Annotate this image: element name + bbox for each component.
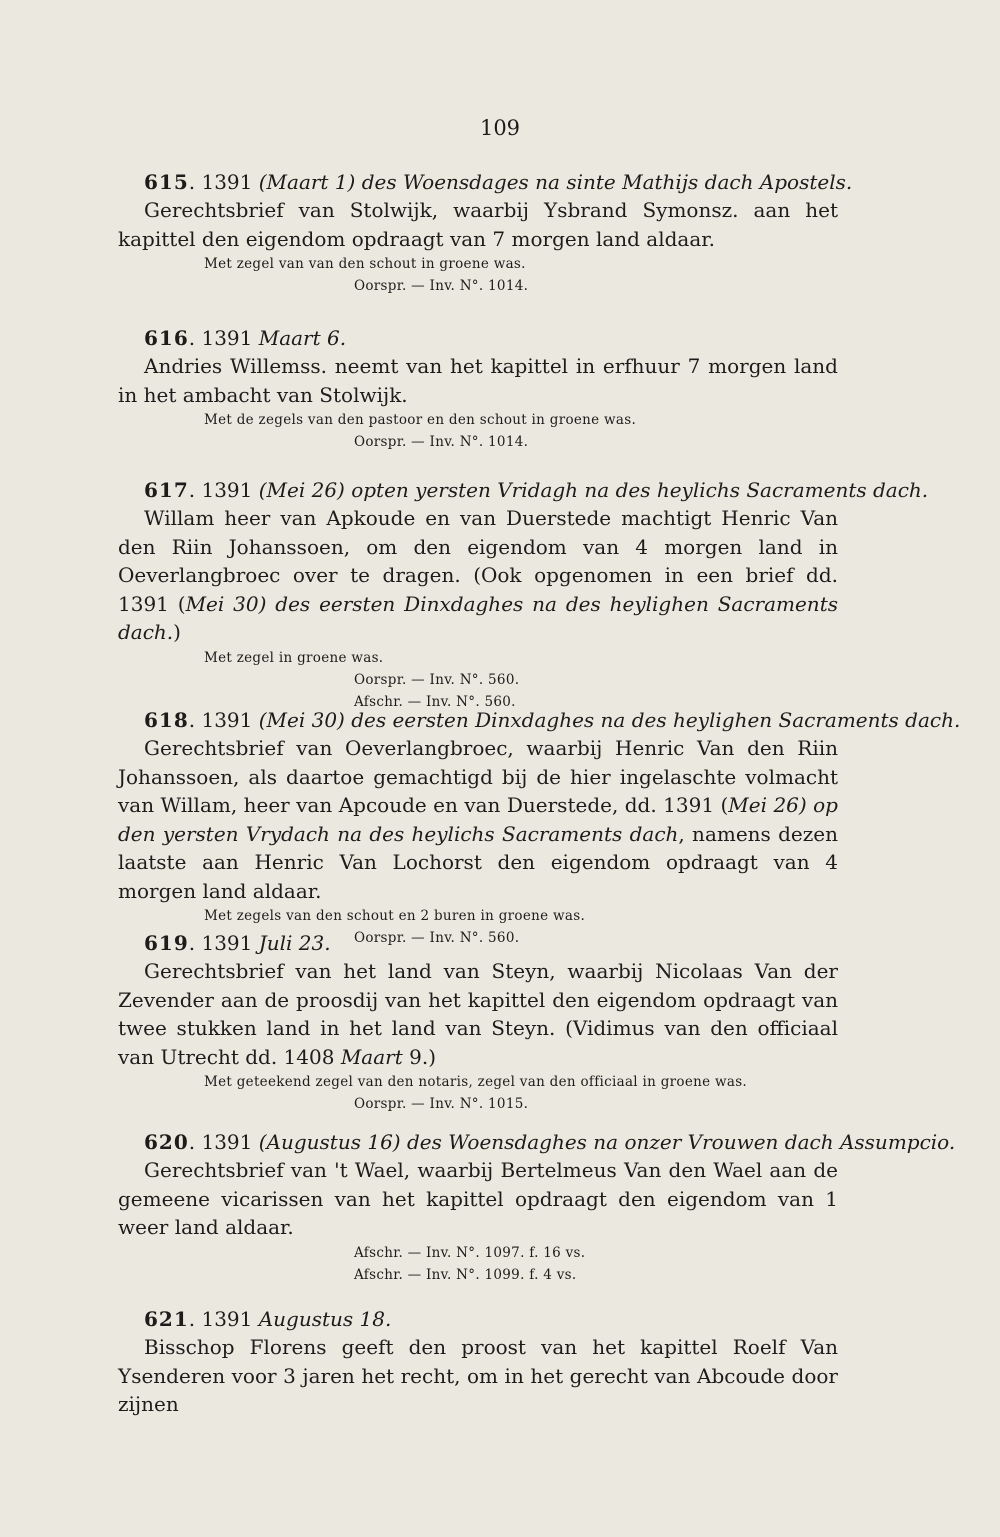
entry-date: (Mei 30) des eersten Dinxdaghes na des heylighen Sacraments dach. — [258, 708, 961, 732]
body-date: Mei 26) op den yersten Vrydach na des heylichs Sacraments dach — [118, 793, 838, 846]
entry-619 — [118, 929, 838, 1115]
source-ref: Afschr. — Inv. N°. 560. — [354, 693, 516, 710]
entry-year: 1391 — [201, 1130, 253, 1154]
entry-year: 1391 — [201, 708, 253, 732]
body-text: Gerechtsbrief van Oeverlangbroec, waarbij Henric Van den Riin Johanssoen, als daartoe gemachtigd bij de hier ingelaschte volmacht van Willam, heer van Apcoude en van Duerstede, dd. 1391 ( — [118, 736, 838, 817]
entry-date: Juli 23. — [258, 931, 331, 955]
body-text: Willam heer van Apkoude en van Duerstede machtigt Henric Van den Riin Johanssoen, om den eigendom van 4 morgen land in Oeverlangbroec over te dragen. (Ook opgenomen in een brief dd. 1391 ( — [118, 506, 838, 616]
entry-heading: 615. 1391 (Maart 1) des Woensdages na sinte Mathijs dach Apostels. — [144, 170, 853, 194]
entry-number: 618 — [144, 708, 189, 732]
body-text: 9.) — [402, 1044, 436, 1069]
page-number: 109 — [479, 116, 521, 140]
seal-note: Met zegels van den schout en 2 buren in groene was. — [204, 908, 586, 924]
body-text: Gerechtsbrief van het land van Steyn, waarbij Nicolaas Van der Zevender aan de proosdij van het kapittel den eigendom opdraagt van twee stukken land in het land van Steyn. (Vidimus van den officiaal van Utrecht dd. 1408 — [118, 959, 838, 1069]
entry-number: 621 — [144, 1307, 189, 1331]
entry-body: Gerechtsbrief van 't Wael, waarbij Bertelmeus Van den Wael aan de gemeene vicarissen van het kapittel opdraagt den eigendom van 1 weer land aldaar. — [118, 1158, 838, 1239]
entry-body — [118, 957, 838, 1071]
entry-615 — [118, 168, 853, 297]
entry-heading: 619. 1391 Juli 23. — [144, 931, 331, 955]
entry-heading: 620. 1391 (Augustus 16) des Woensdaghes na onzer Vrouwen dach Assumpcio. — [144, 1130, 956, 1154]
entry-date: Augustus 18. — [258, 1307, 392, 1331]
entry-621 — [118, 1305, 838, 1419]
entry-617 — [118, 476, 929, 713]
entry-year: 1391 — [201, 1307, 253, 1331]
entry-616 — [118, 324, 838, 453]
entry-body: Bisschop Florens geeft den proost van het kapittel Roelf Van Ysenderen voor 3 jaren het recht, om in het gerecht van Abcoude door zijnen — [118, 1335, 838, 1416]
entry-year: 1391 — [201, 931, 253, 955]
entry-618 — [118, 706, 961, 949]
body-text: ) — [173, 620, 181, 644]
entry-620 — [118, 1128, 956, 1286]
source-ref: Afschr. — Inv. N°. 1099. f. 4 vs. — [354, 1266, 577, 1283]
entry-year: 1391 — [201, 326, 253, 350]
entry-body — [118, 504, 838, 647]
entry-date: (Maart 1) des Woensdages na sinte Mathijs dach Apostels. — [258, 170, 853, 194]
entry-year: 1391 — [201, 478, 253, 502]
body-date: Maart — [340, 1044, 403, 1069]
entry-date: (Augustus 16) des Woensdaghes na onzer Vrouwen dach Assumpcio. — [258, 1130, 956, 1154]
source-ref: Oorspr. — Inv. N°. 560. — [354, 671, 520, 688]
entry-heading: 621. 1391 Augustus 18. — [144, 1307, 392, 1331]
entry-heading: 617. 1391 (Mei 26) opten yersten Vridagh na des heylichs Sacraments dach. — [144, 478, 929, 502]
entry-number: 619 — [144, 931, 189, 955]
source-ref: Oorspr. — Inv. N°. 560. — [354, 930, 520, 946]
entry-heading: 618. 1391 (Mei 30) des eersten Dinxdaghes na des heylighen Sacraments dach. — [144, 708, 961, 732]
seal-note: Met de zegels van den pastoor en den schout in groene was. — [204, 412, 637, 428]
entry-date: (Mei 26) opten yersten Vridagh na des heylichs Sacraments dach. — [258, 478, 929, 502]
source-ref: Afschr. — Inv. N°. 1097. f. 16 vs. — [354, 1244, 586, 1261]
entry-body: Gerechtsbrief van Stolwijk, waarbij Ysbrand Symonsz. aan het kapittel den eigendom opdraagt van 7 morgen land aldaar. — [118, 198, 838, 251]
entry-date: Maart 6. — [258, 326, 347, 350]
seal-note: Met zegel in groene was. — [204, 649, 384, 666]
entry-body: Andries Willemss. neemt van het kapittel in erfhuur 7 morgen land in het ambacht van Stolwijk. — [118, 354, 838, 407]
source-ref: Oorspr. — Inv. N°. 1014. — [354, 278, 529, 294]
entry-number: 617 — [144, 478, 189, 502]
entry-year: 1391 — [201, 170, 253, 194]
entry-number: 615 — [144, 170, 189, 194]
entry-number: 620 — [144, 1130, 189, 1154]
seal-note: Met zegel van van den schout in groene was. — [204, 256, 526, 272]
entry-body — [118, 734, 838, 905]
body-date: Mei 30) des eersten Dinxdaghes na des heylighen Sacraments dach. — [118, 591, 838, 644]
seal-note: Met geteekend zegel van den notaris, zegel van den officiaal in groene was. — [204, 1074, 748, 1090]
body-text: , namens dezen laatste aan Henric Van Lochorst den eigendom opdraagt van 4 morgen land aldaar. — [118, 821, 839, 903]
source-ref: Oorspr. — Inv. N°. 1014. — [354, 434, 529, 450]
entry-number: 616 — [144, 326, 189, 350]
entry-heading: 616. 1391 Maart 6. — [144, 326, 347, 350]
source-ref: Oorspr. — Inv. N°. 1015. — [354, 1096, 529, 1112]
